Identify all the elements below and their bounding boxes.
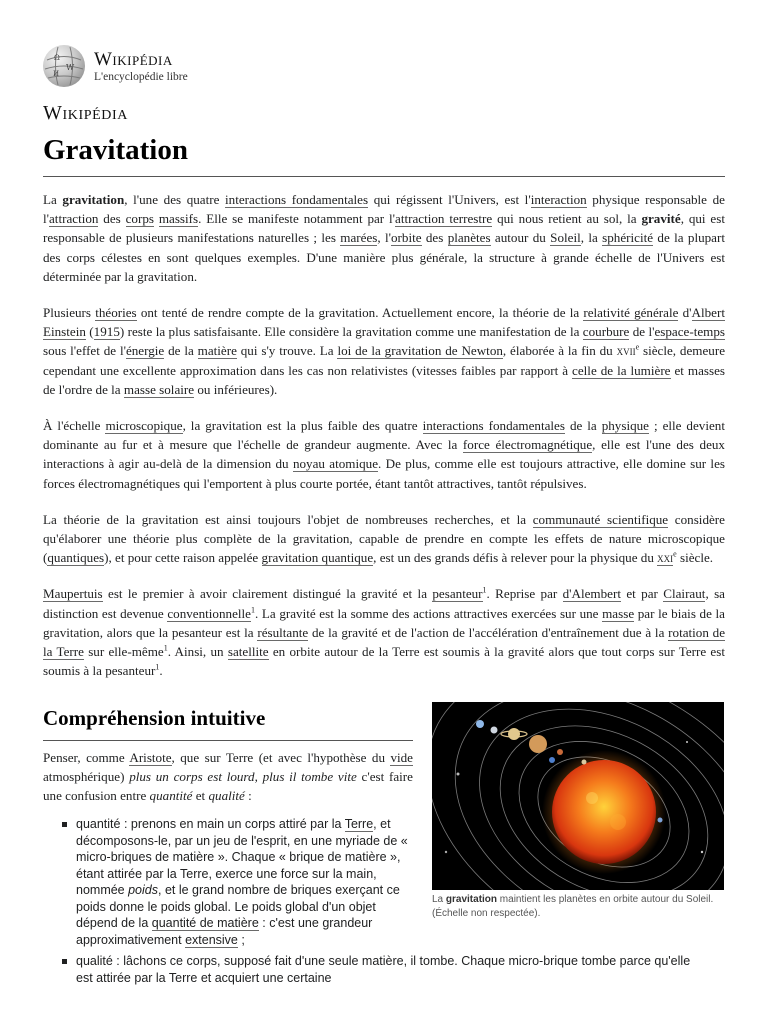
figure-solar-system [432, 702, 724, 921]
link-clairaut[interactable]: Clairaut [663, 586, 706, 602]
link-loi-gravitation-newton[interactable]: loi de la gravitation de Newton [337, 343, 503, 359]
section-intro: Penser, comme Aristote, que sur Terre (et avec l'hypothèse du vide atmosphérique) plus un corps est lourd, plus il tombe vite c'est faire une confusion entre quantité et qualité : [43, 750, 413, 804]
list-item: qualité : lâchons ce corps, supposé fait d'une seule matière, il tombe. Chaque micro-brique tombe parce qu'elle est attirée par la Terre et acquiert une certaine [62, 953, 700, 986]
link-albert-einstein[interactable]: Albert Einstein [43, 305, 725, 340]
reference-1[interactable]: 1 [250, 605, 255, 615]
link-aristote[interactable]: Aristote [129, 750, 172, 765]
link-interactions-fondamentales-2[interactable]: interactions fondamentales [422, 418, 565, 434]
wikipedia-logo[interactable] [43, 44, 243, 86]
paragraph-recherches: La théorie de la gravitation est ainsi toujours l'objet de nombreuses recherches, et la communauté scientifique considère qu'élaborer une théorie plus complète de la gravitation, capable de prendre en compte les effets de nature microscopique (quantiques), et pour cette raison appelée gravitation quantique, est un des grands défis à relever pour la physique du xxi$^e$ siècle. [43, 511, 725, 566]
link-attraction[interactable]: attraction [49, 211, 99, 227]
link-quantite-de-matiere[interactable]: quantité de matière [151, 916, 259, 930]
link-courbure[interactable]: courbure [582, 324, 630, 340]
article-body [43, 190, 725, 697]
list-item: quantité : prenons en main un corps attiré par la Terre, et décomposons-le, par un jeu de l'esprit, en une myriade de « micro-briques de matière ». Chaque « brique de matière », étant attirée par la Terre, exerce une force sur la main, nommée poids, et le grand nombre de briques exerçant ce poids donne le poids global. Le poids global d'un objet dépend de la quantité de matière : c'est une grandeur approximativement extensive ; [62, 816, 414, 948]
link-terre[interactable]: Terre [344, 817, 374, 831]
link-physique[interactable]: physique [601, 418, 649, 434]
link-rotation-terre[interactable]: rotation de la Terre [43, 624, 726, 660]
solar-system-image[interactable] [432, 702, 724, 890]
section-header [43, 706, 413, 741]
link-gravitation-quantique[interactable]: gravitation quantique [261, 550, 374, 566]
link-vitesse-lumiere[interactable]: celle de la lumière [572, 362, 671, 378]
section-divider [43, 740, 413, 741]
section-heading: Compréhension intuitive [43, 706, 266, 730]
brand-tagline: L'encyclopédie libre [94, 71, 188, 83]
svg-text:Ω: Ω [54, 54, 60, 62]
link-extensive[interactable]: extensive [185, 932, 238, 947]
reference-1[interactable]: 1 [155, 662, 160, 672]
link-marees[interactable]: marées [340, 230, 378, 246]
link-dalembert[interactable]: d'Alembert [562, 586, 621, 602]
paragraph-intro: La gravitation, l'une des quatre interactions fondamentales qui régissent l'Univers, est l'interaction physique responsable de l'attraction des corps massifs. Elle se manifeste notamment par l'attraction terrestre qui nous retient au sol, la gravité, qui est responsable de plusieurs manifestations naturelles ; les marées, l'orbite des planètes autour du Soleil, la sphéricité de la plupart des corps célestes en sont quelques exemples. D'une manière plus générale, la structure à grande échelle de l'Univers est déterminée par la gravitation. [43, 192, 725, 284]
paragraph-echelle: À l'échelle microscopique, la gravitation est la plus faible des quatre interactions fondamentales de la physique ; elle devient dominante au fur et à mesure que l'échelle de grandeur augmente. Avec la force électromagnétique, elle est l'une des deux interactions à agir au-delà de la dimension du noyau atomique. De plus, comme elle est toujours attractive, elle domine sur les forces électromagnétiques qui l'emportent à plus courte portée, étant tantôt attractives, tantôt répulsives. [43, 418, 725, 491]
svg-text:W: W [66, 63, 75, 72]
wordmark: Wikipédia [43, 102, 128, 124]
link-masse-solaire[interactable]: masse solaire [123, 381, 195, 397]
link-noyau-atomique[interactable]: noyau atomique [292, 456, 379, 472]
link-vide[interactable]: vide [390, 750, 413, 765]
link-conventionnelle[interactable]: conventionnelle [167, 605, 251, 621]
link-pesanteur[interactable]: pesanteur [432, 586, 483, 602]
link-massifs[interactable]: massifs [158, 211, 199, 227]
puzzle-globe-icon [43, 45, 85, 87]
link-force-electromagnetique[interactable]: force électromagnétique [462, 437, 593, 453]
link-xxie-siecle[interactable]: xxi [657, 550, 674, 566]
link-energie[interactable]: énergie [125, 343, 165, 359]
link-quantiques[interactable]: quantiques [47, 550, 105, 566]
paragraph-theories: Plusieurs théories ont tenté de rendre compte de la gravitation. Actuellement encore, la théorie de la relativité générale d'Albert Einstein (1915) reste la plus satisfaisante. Elle considère la gravitation comme une manifestation de la courbure de l'espace-temps sous l'effet de l'énergie de la matière qui s'y trouve. La loi de la gravitation de Newton, élaborée à la fin du xvii$^e$ siècle, demeure cependant une excellente approximation dans les cas non relativistes (vitesses faibles par rapport à celle de la lumière et masses de l'ordre de la masse solaire ou inférieures). [43, 305, 726, 397]
link-corps[interactable]: corps [125, 211, 154, 227]
paragraph-gravite-pesanteur: Maupertuis est le premier à avoir clairement distingué la gravité et la pesanteur$^1$. Reprise par d'Alembert et par Clairaut, sa distinction est devenue conventionnelle$^1$. La gravité est la somme des actions attractives exercées sur une masse par le biais de la gravitation, alors que la pesanteur est la résultante de la gravité et de l'action de l'accélération d'entraînement due à la rotation de la Terre sur elle-même$^1$. Ainsi, un satellite en orbite autour de la Terre est soumis à la gravité alors que tout corps sur Terre est soumis à la pesanteur$^1$. [43, 586, 726, 679]
reference-1[interactable]: 1 [163, 643, 168, 653]
link-theories[interactable]: théories [95, 305, 137, 321]
svg-text:И: И [53, 70, 60, 78]
link-communaute-scientifique[interactable]: communauté scientifique [532, 511, 669, 527]
link-orbite[interactable]: orbite [391, 230, 422, 246]
link-matiere[interactable]: matière [197, 343, 237, 359]
link-masse[interactable]: masse [602, 605, 635, 621]
link-espace-temps[interactable]: espace-temps [654, 324, 725, 340]
link-relativite-generale[interactable]: relativité générale [583, 305, 679, 321]
link-soleil[interactable]: Soleil [550, 230, 581, 246]
title-divider [43, 176, 725, 177]
link-sphericite[interactable]: sphéricité [602, 230, 654, 246]
figure-caption: La gravitation maintient les planètes en orbite autour du Soleil. (Échelle non respectée). [432, 894, 714, 919]
link-resultante[interactable]: résultante [257, 624, 309, 640]
link-satellite[interactable]: satellite [227, 644, 269, 660]
reference-1[interactable]: 1 [482, 586, 487, 596]
link-interaction[interactable]: interaction [530, 192, 587, 207]
link-planetes[interactable]: planètes [447, 230, 491, 246]
link-microscopique[interactable]: microscopique [105, 418, 183, 434]
link-attraction-terrestre[interactable]: attraction terrestre [395, 211, 493, 227]
link-maupertuis[interactable]: Maupertuis [43, 586, 103, 602]
link-1915[interactable]: 1915 [93, 324, 120, 340]
page-title: Gravitation [43, 134, 188, 166]
brand-name: Wikipédia [94, 49, 173, 70]
link-interactions-fondamentales[interactable]: interactions fondamentales [225, 192, 369, 207]
